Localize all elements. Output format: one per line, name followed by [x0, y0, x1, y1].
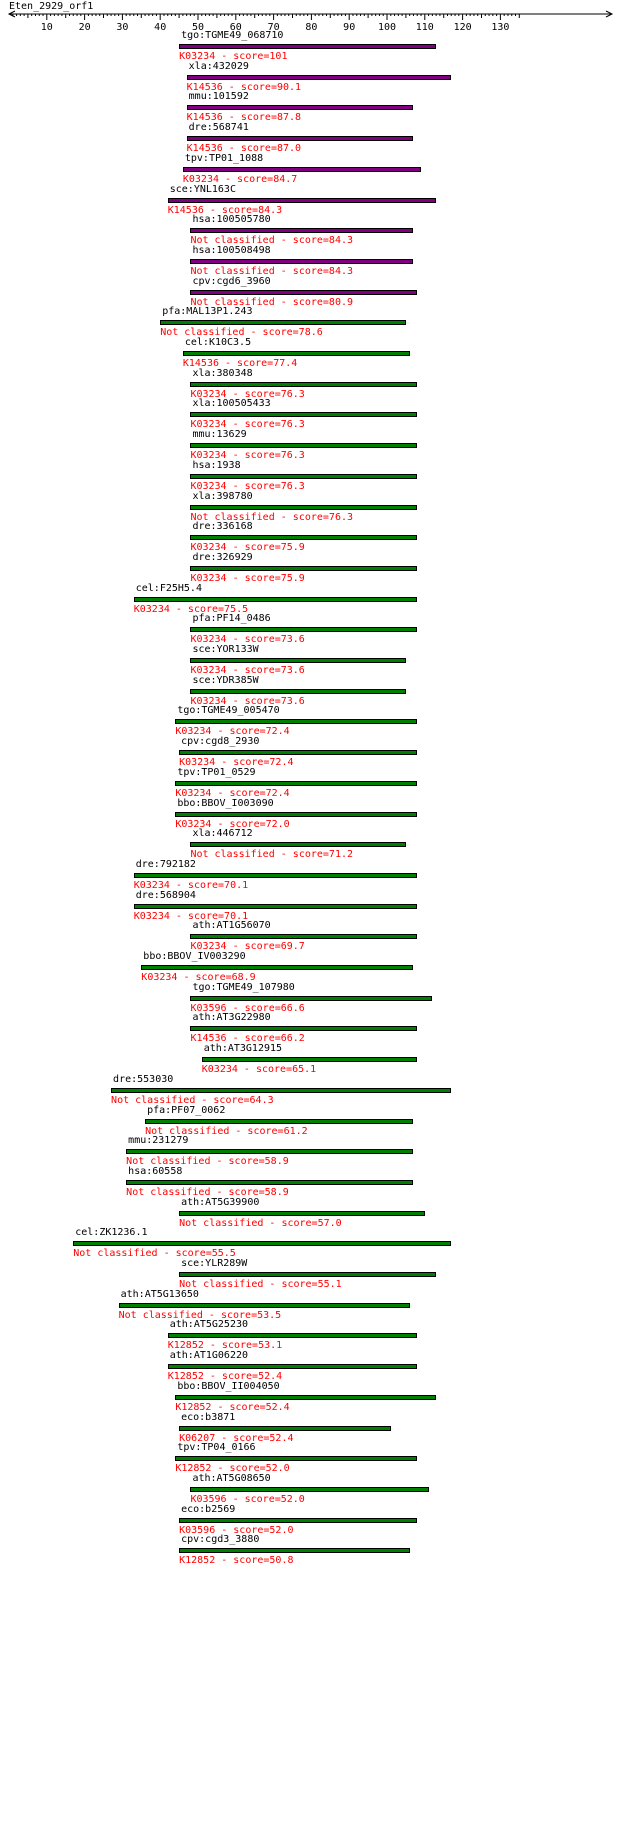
score-value: 52.0: [265, 1463, 290, 1475]
alignment-bar[interactable]: [179, 1211, 425, 1216]
score-value: 69.7: [280, 941, 305, 953]
score-value: 84.3: [258, 204, 283, 216]
hit-name-link[interactable]: sce:YDR385W: [192, 674, 259, 686]
alignment-bar[interactable]: [190, 382, 417, 387]
ko-label[interactable]: K03234: [190, 542, 227, 554]
score-prefix: - score=: [215, 1524, 270, 1536]
ko-label[interactable]: K03234: [190, 634, 227, 646]
ko-label[interactable]: K14536: [190, 1033, 227, 1045]
alignment-bar[interactable]: [73, 1241, 451, 1246]
score-prefix: - score=: [215, 51, 270, 62]
ko-label[interactable]: K03234: [133, 879, 170, 891]
ko-label[interactable]: Not classified: [179, 1279, 264, 1290]
score-value: 65.1: [292, 1064, 317, 1076]
hit-name-link[interactable]: pfa:PF14_0486: [192, 613, 271, 625]
alignment-bar[interactable]: [175, 1456, 417, 1461]
score-value: 80.9: [328, 296, 354, 308]
score-value: 75.9: [280, 542, 305, 554]
hit-name-link[interactable]: ath:AT5G25230: [169, 1319, 249, 1331]
ko-label[interactable]: Not classified: [190, 511, 275, 523]
ko-label[interactable]: K03596: [190, 1493, 227, 1505]
score-prefix: - score=: [222, 143, 277, 155]
ruler-tick-label: 90: [343, 22, 356, 33]
score-value: 76.3: [280, 419, 305, 431]
score-prefix: - score=: [226, 1493, 281, 1505]
ko-label[interactable]: K03596: [190, 1002, 227, 1014]
hit-name-link[interactable]: mmu:101592: [188, 91, 249, 103]
score-prefix: - score=: [195, 1094, 250, 1106]
score-prefix: - score=: [211, 818, 266, 830]
score-value: 84.3: [328, 265, 354, 277]
alignment-bar[interactable]: [190, 535, 417, 540]
alignment-bar[interactable]: [179, 1548, 410, 1553]
alignment-bar[interactable]: [183, 351, 410, 356]
alignment-bar[interactable]: [190, 689, 405, 694]
score-value: 76.3: [280, 388, 305, 400]
ko-label[interactable]: K03234: [190, 450, 227, 462]
score-prefix: - score=: [215, 1432, 270, 1444]
alignment-bar[interactable]: [190, 443, 417, 448]
score-prefix: - score=: [274, 296, 329, 308]
hit-name-link[interactable]: xla:446712: [192, 828, 253, 840]
ko-label[interactable]: K03234: [201, 1064, 238, 1076]
hit-name-link[interactable]: ath:AT5G08650: [192, 1472, 271, 1484]
score-value: 72.4: [265, 787, 290, 799]
alignment-bar[interactable]: [126, 1149, 413, 1154]
hit-name-link[interactable]: pfa:PF07_0062: [147, 1104, 226, 1116]
ko-label[interactable]: K03234: [175, 726, 212, 738]
score-prefix: - score=: [203, 1340, 259, 1352]
alignment-bar[interactable]: [119, 1303, 410, 1308]
ruler-tick-label: 100: [377, 22, 397, 33]
hit-name-link[interactable]: eco:b2569: [181, 1503, 236, 1515]
alignment-bar[interactable]: [190, 228, 413, 233]
alignment-bar[interactable]: [179, 1426, 391, 1431]
score-prefix: - score=: [226, 450, 281, 462]
hit-name-link[interactable]: cel:F25H5.4: [135, 582, 202, 594]
score-value: 58.9: [264, 1156, 289, 1168]
score-value: 90.1: [276, 81, 302, 93]
score-prefix: - score=: [222, 81, 277, 93]
ko-label[interactable]: K03234: [133, 910, 170, 922]
score-prefix: - score=: [226, 419, 281, 431]
hit-name-link[interactable]: tgo:TGME49_107980: [192, 981, 295, 993]
alignment-bar[interactable]: [187, 105, 414, 110]
ko-label[interactable]: K14536: [186, 81, 223, 93]
ko-label[interactable]: K03234: [179, 757, 216, 769]
ko-label[interactable]: Not classified: [190, 296, 275, 308]
ko-label[interactable]: K12852: [175, 1463, 212, 1475]
ruler-tick-label: 40: [154, 22, 167, 33]
ko-label[interactable]: K03234: [190, 941, 227, 953]
ko-label[interactable]: K03234: [175, 818, 212, 830]
alignment-bar[interactable]: [190, 1026, 417, 1031]
hit-name-link[interactable]: ath:AT5G39900: [181, 1196, 260, 1208]
score-value: 76.3: [280, 450, 305, 462]
alignment-bar[interactable]: [160, 320, 406, 325]
alignment-bar[interactable]: [126, 1180, 413, 1185]
score-prefix: - score=: [210, 1186, 265, 1198]
score-value: 73.6: [280, 634, 305, 646]
ko-label[interactable]: K03234: [190, 419, 227, 431]
score-prefix: - score=: [203, 204, 259, 216]
hit-name-link[interactable]: ath:AT1G06220: [169, 1350, 249, 1362]
ko-label[interactable]: K03234: [182, 173, 219, 185]
alignment-bar[interactable]: [145, 1119, 413, 1124]
score-prefix: - score=: [219, 358, 274, 369]
score-prefix: - score=: [244, 327, 299, 339]
ko-label[interactable]: K14536: [182, 358, 219, 369]
score-prefix: - score=: [202, 1309, 258, 1321]
alignment-bar[interactable]: [175, 719, 417, 724]
score-prefix: - score=: [226, 941, 281, 953]
ko-label[interactable]: K14536: [186, 112, 223, 124]
ko-label[interactable]: Not classified: [126, 1156, 211, 1168]
score-prefix: - score=: [226, 665, 281, 676]
alignment-bar[interactable]: [168, 1364, 417, 1369]
score-prefix: - score=: [211, 787, 266, 799]
hit-name-link[interactable]: xla:380348: [192, 367, 253, 379]
alignment-bar[interactable]: [111, 1088, 451, 1093]
alignment-bar[interactable]: [183, 167, 421, 172]
ruler-tick-label: 120: [453, 22, 472, 33]
ko-label[interactable]: Not classified: [160, 327, 245, 339]
score-value: 84.7: [273, 173, 298, 185]
hit-name-link[interactable]: cpv:cgd6_3960: [192, 275, 271, 287]
hit-name-link[interactable]: ath:AT1G56070: [192, 920, 271, 932]
hit-name-link[interactable]: cpv:cgd3_3880: [181, 1534, 260, 1546]
hit-name-link[interactable]: ath:AT3G12915: [203, 1043, 283, 1055]
score-value: 75.9: [280, 572, 305, 584]
hit-name-link[interactable]: dre:568741: [188, 122, 249, 134]
hit-name-link[interactable]: sce:YLR289W: [181, 1258, 248, 1269]
alignment-bar[interactable]: [179, 1518, 417, 1523]
score-prefix: - score=: [274, 849, 329, 861]
alignment-bar[interactable]: [187, 136, 414, 141]
hit-name-link[interactable]: ath:AT3G22980: [192, 1012, 271, 1024]
alignment-bar[interactable]: [134, 597, 418, 602]
alignment-bar[interactable]: [179, 44, 436, 49]
ko-label[interactable]: K12852: [167, 1340, 204, 1352]
hit-name-link[interactable]: xla:432029: [188, 60, 249, 72]
hit-name-link[interactable]: sce:YNL163C: [169, 183, 236, 195]
ko-label[interactable]: Not classified: [179, 1217, 264, 1229]
score-value: 68.9: [231, 972, 256, 983]
hit-name-link[interactable]: mmu:13629: [192, 429, 247, 441]
ko-label[interactable]: K12852: [179, 1555, 216, 1567]
score-value: 73.6: [280, 695, 305, 707]
alignment-bar[interactable]: [190, 658, 405, 663]
ko-label[interactable]: Not classified: [190, 235, 275, 247]
hit-name-link[interactable]: tpv:TP01_1088: [184, 152, 264, 164]
score-value: 53.5: [257, 1309, 282, 1321]
ko-label[interactable]: K03234: [179, 51, 216, 62]
score-prefix: - score=: [169, 910, 225, 922]
score-value: 75.5: [224, 603, 249, 615]
score-value: 72.4: [265, 726, 290, 738]
hit-name-link[interactable]: hsa:100505780: [192, 214, 271, 226]
alignment-bar[interactable]: [179, 750, 417, 755]
hit-name-link[interactable]: xla:398780: [192, 490, 253, 502]
alignment-bar[interactable]: [179, 1272, 436, 1277]
score-prefix: - score=: [226, 634, 281, 646]
alignment-bar[interactable]: [175, 812, 417, 817]
ruler-tick-label: 20: [78, 22, 91, 33]
score-value: 55.5: [211, 1248, 236, 1260]
hit-row: [0, 1534, 620, 1570]
alignment-bar[interactable]: [134, 873, 418, 878]
alignment-bar[interactable]: [190, 1487, 428, 1492]
score-value: 71.2: [328, 849, 354, 861]
ko-label[interactable]: K14536: [186, 143, 223, 155]
hit-name-link[interactable]: dre:792182: [135, 858, 196, 870]
hit-name-link[interactable]: ath:AT5G13650: [120, 1288, 199, 1300]
hit-name-link[interactable]: hsa:1938: [192, 459, 241, 471]
score-value: 73.6: [280, 665, 305, 676]
score-prefix: - score=: [211, 726, 266, 738]
ko-label[interactable]: Not classified: [145, 1125, 230, 1137]
ruler-tick-label: 130: [491, 22, 510, 33]
score-value: 70.1: [224, 910, 249, 922]
score-prefix: - score=: [274, 511, 329, 523]
score-prefix: - score=: [215, 1555, 270, 1567]
score-prefix: - score=: [219, 173, 274, 185]
hit-name-link[interactable]: hsa:100508498: [192, 244, 271, 256]
alignment-bar[interactable]: [175, 781, 417, 786]
ko-label[interactable]: Not classified: [126, 1186, 211, 1198]
ruler-tick-label: 80: [305, 22, 318, 33]
score-value: 72.0: [265, 818, 290, 830]
ruler-tick-label: 10: [40, 22, 53, 33]
ko-label[interactable]: K03234: [190, 695, 227, 707]
score-prefix: - score=: [226, 388, 281, 400]
hit-classification-score[interactable]: [179, 1555, 293, 1567]
ruler-tick-label: 70: [267, 22, 280, 33]
ko-label[interactable]: Not classified: [118, 1309, 203, 1321]
score-prefix: - score=: [169, 879, 225, 891]
score-prefix: - score=: [229, 1125, 284, 1137]
ko-label[interactable]: K03234: [141, 972, 178, 983]
hit-name-link[interactable]: pfa:MAL13P1.243: [162, 306, 253, 318]
score-value: 52.4: [258, 1371, 283, 1383]
score-value: 66.2: [280, 1033, 305, 1045]
score-prefix: - score=: [210, 1156, 265, 1168]
hit-name-link[interactable]: tpv:TP01_0529: [177, 766, 256, 778]
score-prefix: - score=: [263, 1279, 318, 1290]
score-value: 66.6: [280, 1002, 305, 1014]
ko-label[interactable]: K03234: [133, 603, 170, 615]
hit-name-link[interactable]: dre:326929: [192, 551, 253, 563]
ko-label[interactable]: Not classified: [111, 1094, 196, 1106]
hit-name-link[interactable]: dre:568904: [135, 889, 196, 901]
score-value: 76.3: [328, 511, 354, 523]
score-value: 72.4: [269, 757, 294, 769]
score-prefix: - score=: [211, 1401, 266, 1413]
score-value: 77.4: [273, 358, 298, 369]
hit-name-link[interactable]: sce:YOR133W: [192, 644, 259, 655]
score-value: 84.3: [328, 235, 354, 247]
alignment-bar[interactable]: [134, 904, 418, 909]
score-prefix: - score=: [211, 1463, 266, 1475]
hit-name-link[interactable]: mmu:231279: [128, 1135, 189, 1147]
alignment-bar[interactable]: [190, 842, 405, 847]
ruler-tick-label: 110: [415, 22, 434, 33]
alignment-bar[interactable]: [190, 412, 417, 417]
score-value: 53.1: [258, 1340, 283, 1352]
score-value: 78.6: [298, 327, 323, 339]
score-value: 52.0: [269, 1524, 294, 1536]
query-name: Eten_2929_orf1: [9, 1, 94, 12]
ko-label[interactable]: Not classified: [190, 265, 275, 277]
ko-label[interactable]: K03234: [175, 787, 212, 799]
score-prefix: - score=: [226, 542, 281, 554]
hit-name-link[interactable]: dre:553030: [113, 1073, 174, 1085]
score-prefix: - score=: [274, 265, 329, 277]
score-prefix: - score=: [263, 1217, 318, 1229]
score-value: 52.0: [280, 1493, 305, 1505]
alignment-bar[interactable]: [168, 1333, 417, 1338]
hit-name-link[interactable]: bbo:BBOV_II004050: [177, 1380, 280, 1392]
score-prefix: - score=: [274, 235, 329, 247]
alignment-bar[interactable]: [190, 996, 432, 1001]
alignment-bar[interactable]: [168, 198, 436, 203]
alignment-bar[interactable]: [190, 627, 417, 632]
score-prefix: - score=: [226, 1033, 281, 1045]
ko-label[interactable]: K14536: [167, 204, 204, 216]
ko-label[interactable]: K03234: [190, 665, 227, 676]
ko-label[interactable]: K06207: [179, 1432, 216, 1444]
ko-label[interactable]: K12852: [167, 1371, 204, 1383]
score-prefix: - score=: [237, 1064, 293, 1076]
hit-name-link[interactable]: tgo:TGME49_005470: [177, 705, 280, 717]
score-prefix: - score=: [226, 695, 281, 707]
ruler-tick-label: 60: [229, 22, 242, 33]
alignment-bar[interactable]: [202, 1057, 417, 1062]
alignment-bar[interactable]: [190, 259, 413, 264]
score-value: 101: [269, 51, 288, 62]
ko-label[interactable]: K03234: [190, 388, 227, 400]
hit-name-link[interactable]: bbo:BBOV_I003090: [177, 797, 274, 809]
alignment-bar[interactable]: [175, 1395, 436, 1400]
hit-name-link[interactable]: hsa:60558: [128, 1165, 183, 1177]
hit-name-link[interactable]: xla:100505433: [192, 398, 271, 410]
score-prefix: - score=: [226, 480, 281, 492]
score-value: 58.9: [264, 1186, 289, 1198]
score-value: 55.1: [317, 1279, 342, 1290]
score-value: 50.8: [269, 1555, 294, 1567]
alignment-bar[interactable]: [190, 505, 417, 510]
score-value: 64.3: [249, 1094, 274, 1106]
ruler-tick-label: 30: [116, 22, 129, 33]
ko-label[interactable]: Not classified: [190, 849, 275, 861]
score-prefix: - score=: [157, 1248, 212, 1260]
hit-name-link[interactable]: tpv:TP04_0166: [177, 1442, 256, 1454]
alignment-bar[interactable]: [190, 290, 417, 295]
ruler-tick-label: 50: [191, 22, 205, 33]
score-value: 87.0: [276, 143, 302, 155]
score-value: 52.4: [265, 1401, 290, 1413]
ko-label[interactable]: K03596: [179, 1524, 216, 1536]
hit-name-link[interactable]: tgo:TGME49_068710: [181, 30, 284, 41]
alignment-bar[interactable]: [190, 934, 417, 939]
alignment-bar[interactable]: [141, 965, 413, 970]
score-prefix: - score=: [226, 1002, 281, 1014]
ko-label[interactable]: K03234: [190, 480, 227, 492]
score-value: 52.4: [269, 1432, 294, 1444]
hit-name-link[interactable]: cel:K10C3.5: [184, 337, 252, 348]
hit-name-link[interactable]: bbo:BBOV_IV003290: [143, 951, 246, 962]
alignment-bar[interactable]: [190, 474, 417, 479]
score-value: 61.2: [283, 1125, 308, 1137]
score-prefix: - score=: [177, 972, 232, 983]
score-prefix: - score=: [203, 1371, 259, 1383]
score-prefix: - score=: [215, 757, 270, 769]
score-value: 57.0: [317, 1217, 342, 1229]
alignment-bar[interactable]: [187, 75, 452, 80]
score-prefix: - score=: [169, 603, 225, 615]
score-prefix: - score=: [222, 112, 277, 124]
ko-label[interactable]: Not classified: [73, 1248, 158, 1260]
score-prefix: - score=: [226, 572, 281, 584]
ko-label[interactable]: K03234: [190, 572, 227, 584]
hit-name-link[interactable]: eco:b3871: [181, 1411, 236, 1423]
score-value: 70.1: [224, 879, 249, 891]
alignment-bar[interactable]: [190, 566, 417, 571]
hit-name-link[interactable]: cel:ZK1236.1: [75, 1227, 148, 1239]
hit-name-link[interactable]: cpv:cgd8_2930: [181, 736, 260, 748]
score-value: 87.8: [276, 112, 302, 124]
ko-label[interactable]: K12852: [175, 1401, 212, 1413]
score-value: 76.3: [280, 480, 305, 492]
hit-name-link[interactable]: dre:336168: [192, 521, 253, 533]
